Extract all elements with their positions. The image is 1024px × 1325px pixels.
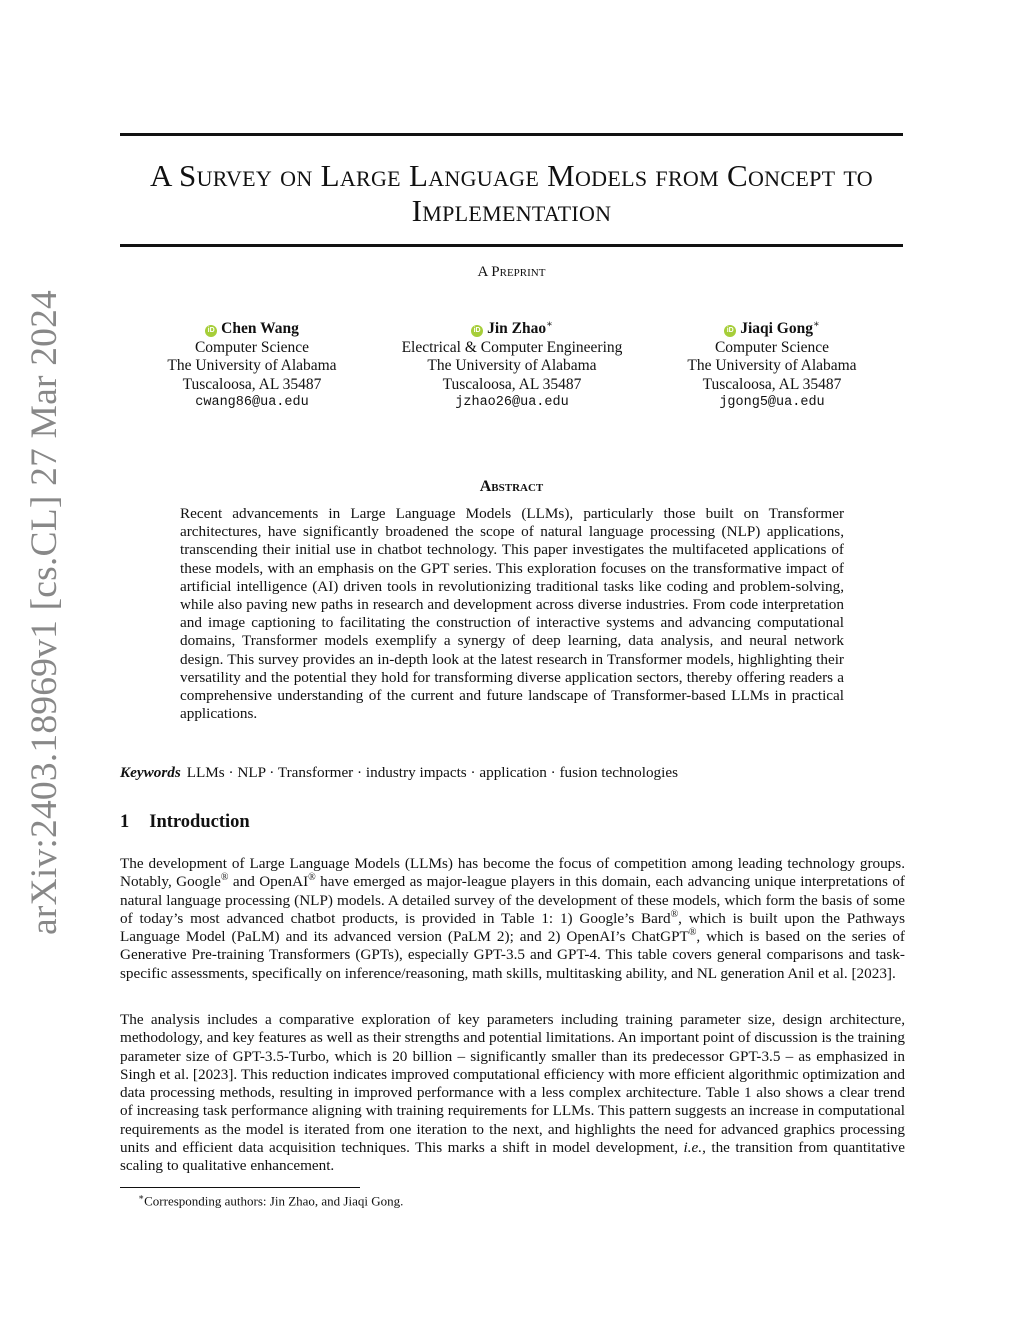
author-university: The University of Alabama bbox=[687, 357, 857, 375]
keywords-text: LLMs · NLP · Transformer · industry impacts · application · fusion technologies bbox=[186, 764, 679, 781]
orcid-icon[interactable]: iD bbox=[205, 325, 217, 337]
author-block-2 bbox=[382, 316, 642, 413]
author-university: The University of Alabama bbox=[167, 357, 337, 375]
section-heading bbox=[120, 812, 250, 833]
author-location: Tuscaloosa, AL 35487 bbox=[182, 375, 322, 393]
title-bottom-rule bbox=[120, 244, 903, 247]
section-number: 1 bbox=[120, 812, 130, 832]
author-name: Jin Zhao bbox=[487, 320, 547, 338]
orcid-icon[interactable]: iD bbox=[471, 325, 483, 337]
author-dept: Computer Science bbox=[714, 338, 830, 356]
abstract-text: Recent advancements in Large Language Models (LLMs), particularly those built on Transformer architectures, have significantly broadened the scope of natural language processing (NLP) applications, transcending their initial use in chatbot technology. This paper investigates the multifaceted applications of these models, with an emphasis on the GPT series. This exploration focuses on the transformative impact of artificial intelligence (AI) driven tools in revolutionizing traditional tasks like coding and problem-solving, while also paving new paths in research and development across diverse industries. From code interpretation and image captioning to facilitating the construction of interactive systems and advancing computational domains, Transformer models exemplify a synergy of deep learning, data analysis, and neural network design. This survey provides an in-depth look at the latest research in Transformer models, highlighting their versatility and the potential they hold for transforming diverse application sectors, thereby offering readers a comprehensive understanding of the current and future landscape of Transformer-based LLMs in practical applications. bbox=[180, 505, 844, 723]
author-location: Tuscaloosa, AL 35487 bbox=[702, 375, 842, 393]
author-mark: ∗ bbox=[546, 319, 553, 330]
author-location: Tuscaloosa, AL 35487 bbox=[442, 375, 582, 393]
section-title: Introduction bbox=[149, 812, 250, 832]
footnote: ∗Corresponding authors: Jin Zhao, and Jiaqi Gong. bbox=[138, 1192, 404, 1209]
author-block-3 bbox=[670, 316, 874, 413]
footnote-text: Corresponding authors: Jin Zhao, and Jiaqi Gong. bbox=[144, 1193, 404, 1209]
footnote-rule bbox=[120, 1187, 360, 1188]
abstract-heading: Abstract bbox=[479, 478, 544, 495]
intro-paragraph-2: The analysis includes a comparative exploration of key parameters including training parameter size, design architecture, methodology, and key features as well as their strengths and potential limitations. An important point of discussion is the training parameter size of GPT-3.5-Turbo, which is 20 billion – significantly smaller than its predecessor GPT-3.5 – as emphasized in Singh et al. [2023]. This reduction indicates improved computational efficiency with more efficient algorithmic optimization and data processing methods, resulting in improved performance with a less complex architecture. Table 1 also shows a clear trend of increasing task performance aligning with training requirements for LLMs. This pattern suggests an increase in computational requirements as the model is iterated from one iteration to the next, and highlights the need for advanced graphics processing units and efficient data acquisition techniques. This marks a shift in model development, i.e., the transition from quantitative scaling to qualitative enhancement. bbox=[120, 1011, 905, 1175]
author-mark: ∗ bbox=[813, 319, 820, 330]
title-top-rule bbox=[120, 133, 903, 136]
author-email[interactable]: cwang86@ua.edu bbox=[195, 395, 309, 411]
keywords bbox=[120, 764, 903, 782]
arxiv-stamp: arXiv:2403.18969v1 [cs.CL] 27 Mar 2024 bbox=[24, 289, 65, 935]
keywords-label: Keywords bbox=[120, 764, 181, 781]
intro-paragraph-1: The development of Large Language Models (LLMs) has become the focus of competition among leading technology groups. Notably, Google® and OpenAI® have emerged as major-league players in this domain, each advancing unique interpretations of natural language processing (NLP) models. A detailed survey of the development of these models, which form the basis of some of today’s most advanced chatbot products, is provided in Table 1: 1) Google’s Bard®, which is built upon the Pathways Language Model (PaLM) and its advanced version (PaLM 2); and 2) OpenAI’s ChatGPT®, which is based on the series of Generative Pre-training Transformers (GPTs), especially GPT-3.5 and GPT-4. This table covers general comparisons and task-specific assessments, specifically on inference/reasoning, math skills, multitasking ability, and NL generation Anil et al. [2023]. bbox=[120, 855, 905, 982]
preprint-label: A Preprint bbox=[477, 264, 546, 280]
author-university: The University of Alabama bbox=[427, 357, 597, 375]
author-email[interactable]: jzhao26@ua.edu bbox=[455, 395, 569, 411]
paper-title: A Survey on Large Language Models from Concept to Implementation bbox=[150, 158, 873, 228]
author-name: Jiaqi Gong bbox=[740, 320, 813, 338]
arxiv-sidebar bbox=[24, 289, 65, 935]
author-dept: Electrical & Computer Engineering bbox=[401, 338, 623, 356]
author-email[interactable]: jgong5@ua.edu bbox=[719, 395, 825, 411]
orcid-icon[interactable]: iD bbox=[724, 325, 736, 337]
author-dept: Computer Science bbox=[194, 338, 310, 356]
author-block-1 bbox=[150, 316, 354, 413]
author-name: Chen Wang bbox=[221, 320, 299, 338]
